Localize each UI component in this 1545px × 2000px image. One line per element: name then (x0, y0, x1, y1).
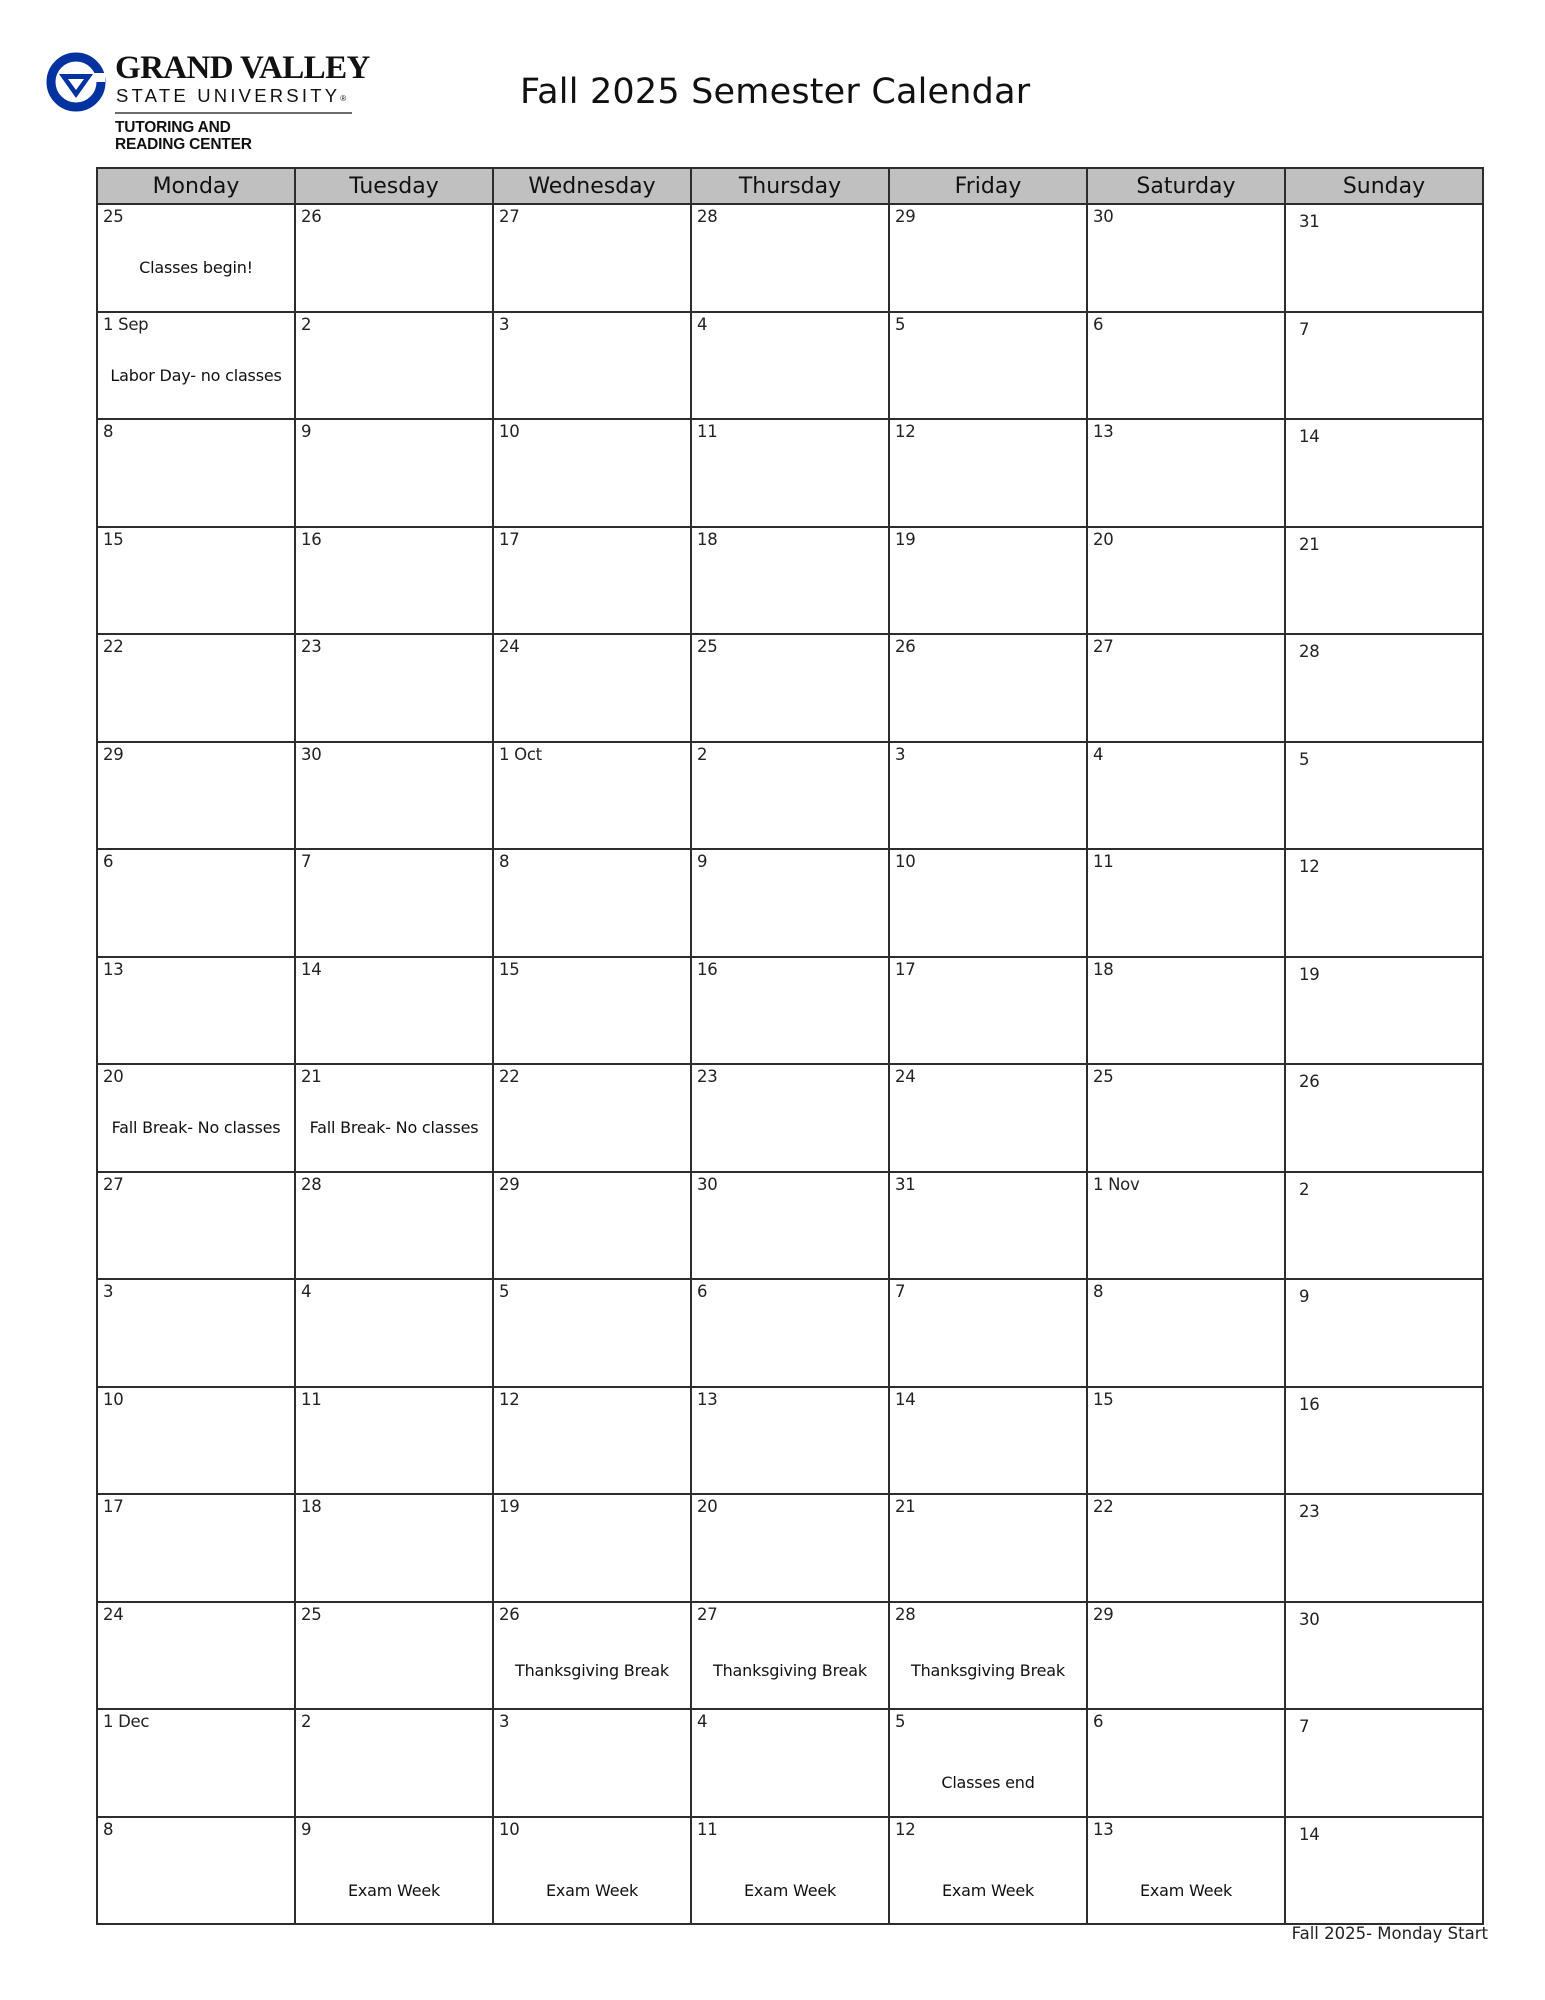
date-number: 1 Nov (1093, 1174, 1140, 1194)
date-number: 9 (1299, 1287, 1310, 1306)
date-number: 17 (895, 959, 916, 979)
event-label: Labor Day- no classes (110, 365, 282, 385)
date-number: 30 (301, 744, 322, 764)
date-number: 11 (1093, 852, 1114, 871)
date-number: 27 (697, 1604, 718, 1624)
weekday-row (97, 168, 1483, 204)
event-label: Exam Week (1139, 1880, 1233, 1900)
day-cell (493, 1602, 691, 1710)
date-number: 23 (697, 1067, 718, 1086)
date-number: 11 (697, 1819, 718, 1839)
event-label: Exam Week (545, 1880, 639, 1900)
day-cell (493, 419, 691, 527)
weekday-header-tuesday: Tuesday (295, 168, 493, 204)
day-cell (295, 1709, 493, 1817)
day-cell (691, 527, 889, 635)
week-row (97, 1172, 1483, 1280)
day-cell (493, 527, 691, 635)
day-cell (1285, 849, 1483, 957)
weekday-header-monday: Monday (97, 168, 295, 204)
date-number: 7 (1299, 1717, 1310, 1736)
date-number: 8 (1093, 1282, 1104, 1301)
day-cell (97, 1279, 295, 1387)
week-row (97, 1817, 1483, 1925)
date-number: 9 (697, 852, 708, 871)
date-number: 30 (697, 1174, 718, 1194)
date-number: 10 (895, 852, 916, 871)
date-number: 16 (697, 959, 718, 979)
event-label: Classes end (941, 1773, 1035, 1792)
day-cell (493, 1387, 691, 1495)
date-number: 30 (1299, 1609, 1320, 1629)
day-cell (295, 634, 493, 742)
date-number: 19 (499, 1497, 520, 1516)
date-number: 31 (895, 1174, 916, 1194)
week-row (97, 419, 1483, 527)
day-cell (1087, 419, 1285, 527)
date-number: 9 (301, 1819, 312, 1839)
day-cell (1285, 1494, 1483, 1602)
day-cell (889, 419, 1087, 527)
calendar-grid (96, 167, 1484, 1925)
date-number: 10 (499, 422, 520, 441)
day-cell (691, 634, 889, 742)
day-cell (97, 1817, 295, 1925)
day-cell (889, 1279, 1087, 1387)
date-number: 23 (1299, 1502, 1320, 1521)
day-cell (493, 1817, 691, 1925)
week-row (97, 1709, 1483, 1817)
date-number: 2 (301, 1712, 312, 1731)
day-cell (691, 312, 889, 420)
day-cell (1285, 1817, 1483, 1925)
date-number: 12 (1299, 857, 1320, 876)
day-cell (1285, 527, 1483, 635)
date-number: 15 (103, 529, 124, 549)
date-number: 10 (103, 1389, 124, 1409)
week-row (97, 1064, 1483, 1172)
day-cell (889, 742, 1087, 850)
date-number: 3 (895, 744, 906, 764)
day-cell (691, 1602, 889, 1710)
date-number: 6 (1093, 314, 1104, 334)
date-number: 4 (697, 314, 708, 334)
footer-note: Fall 2025- Monday Start (1291, 1924, 1488, 1943)
weekday-header-friday: Friday (889, 168, 1087, 204)
date-number: 4 (697, 1712, 708, 1731)
event-label: Exam Week (347, 1880, 441, 1900)
day-cell (97, 1709, 295, 1817)
day-cell (691, 849, 889, 957)
logo-title: GRAND VALLEY (115, 50, 370, 86)
event-label: Exam Week (941, 1880, 1035, 1900)
day-cell (97, 419, 295, 527)
day-cell (1087, 1172, 1285, 1280)
date-number: 27 (1093, 637, 1114, 656)
date-number: 1 Dec (103, 1712, 150, 1731)
week-row (97, 1279, 1483, 1387)
day-cell (691, 1709, 889, 1817)
event-label: Thanksgiving Break (713, 1660, 867, 1680)
date-number: 14 (301, 959, 322, 979)
date-number: 3 (499, 314, 510, 334)
day-cell (295, 1387, 493, 1495)
date-number: 13 (103, 959, 124, 979)
week-row (97, 312, 1483, 420)
day-cell (295, 312, 493, 420)
registered-mark: ® (340, 94, 347, 103)
date-number: 13 (1093, 422, 1114, 441)
day-cell (1285, 1279, 1483, 1387)
date-number: 7 (1299, 319, 1310, 339)
logo-dept-line-1: TUTORING AND (115, 119, 231, 136)
day-cell (1087, 1817, 1285, 1925)
day-cell (691, 1817, 889, 1925)
date-number: 29 (499, 1174, 520, 1194)
day-cell (295, 1279, 493, 1387)
date-number: 21 (301, 1067, 322, 1086)
week-row (97, 849, 1483, 957)
date-number: 4 (301, 1282, 312, 1301)
gvsu-logo (46, 50, 370, 160)
day-cell (97, 312, 295, 420)
logo-subtitle (116, 87, 346, 108)
date-number: 9 (301, 422, 312, 441)
day-cell (691, 204, 889, 312)
date-number: 12 (895, 422, 916, 441)
day-cell (97, 527, 295, 635)
week-row (97, 742, 1483, 850)
day-cell (1087, 1494, 1285, 1602)
date-number: 26 (895, 637, 916, 656)
date-number: 2 (1299, 1179, 1310, 1199)
date-number: 11 (301, 1389, 322, 1409)
date-number: 8 (103, 422, 114, 441)
day-cell (691, 1387, 889, 1495)
day-cell (889, 1817, 1087, 1925)
day-cell (691, 419, 889, 527)
week-row (97, 1494, 1483, 1602)
day-cell (1285, 312, 1483, 420)
date-number: 31 (1299, 212, 1320, 231)
day-cell (1087, 849, 1285, 957)
day-cell (691, 742, 889, 850)
weekday-header-sunday: Sunday (1285, 168, 1483, 204)
date-number: 25 (1093, 1067, 1114, 1086)
week-row (97, 634, 1483, 742)
day-cell (97, 634, 295, 742)
event-label: Classes begin! (139, 258, 253, 277)
day-cell (97, 1387, 295, 1495)
date-number: 6 (697, 1282, 708, 1301)
day-cell (493, 312, 691, 420)
date-number: 2 (697, 744, 708, 764)
date-number: 5 (1299, 749, 1310, 769)
logo-divider (115, 112, 352, 114)
day-cell (295, 204, 493, 312)
day-cell (1087, 634, 1285, 742)
date-number: 27 (499, 207, 520, 226)
day-cell (295, 527, 493, 635)
day-cell (889, 1387, 1087, 1495)
day-cell (889, 634, 1087, 742)
day-cell (493, 1494, 691, 1602)
date-number: 22 (499, 1067, 520, 1086)
weekday-header-saturday: Saturday (1087, 168, 1285, 204)
date-number: 6 (1093, 1712, 1104, 1731)
day-cell (493, 1709, 691, 1817)
date-number: 24 (103, 1604, 124, 1624)
day-cell (1285, 742, 1483, 850)
date-number: 17 (499, 529, 520, 549)
day-cell (889, 1172, 1087, 1280)
date-number: 8 (103, 1819, 114, 1839)
date-number: 26 (1299, 1072, 1320, 1091)
weekday-header-wednesday: Wednesday (493, 168, 691, 204)
day-cell (493, 204, 691, 312)
day-cell (295, 1064, 493, 1172)
date-number: 3 (499, 1712, 510, 1731)
day-cell (1285, 204, 1483, 312)
date-number: 26 (499, 1604, 520, 1624)
event-label: Exam Week (743, 1880, 837, 1900)
day-cell (1087, 312, 1285, 420)
day-cell (97, 204, 295, 312)
date-number: 5 (895, 1712, 906, 1731)
date-number: 21 (1299, 534, 1320, 554)
day-cell (493, 634, 691, 742)
date-number: 7 (895, 1282, 906, 1301)
date-number: 24 (499, 637, 520, 656)
day-cell (691, 957, 889, 1065)
week-row (97, 1602, 1483, 1710)
date-number: 19 (895, 529, 916, 549)
date-number: 26 (301, 207, 322, 226)
day-cell (97, 957, 295, 1065)
date-number: 28 (697, 207, 718, 226)
date-number: 12 (499, 1389, 520, 1409)
page-title: Fall 2025 Semester Calendar (520, 72, 1031, 112)
day-cell (889, 1494, 1087, 1602)
date-number: 20 (697, 1497, 718, 1516)
date-number: 15 (1093, 1389, 1114, 1409)
date-number: 25 (301, 1604, 322, 1624)
day-cell (1087, 1064, 1285, 1172)
date-number: 12 (895, 1819, 916, 1839)
date-number: 15 (499, 959, 520, 979)
date-number: 7 (301, 852, 312, 871)
day-cell (493, 742, 691, 850)
day-cell (1087, 957, 1285, 1065)
date-number: 20 (1093, 529, 1114, 549)
date-number: 22 (1093, 1497, 1114, 1516)
date-number: 25 (103, 207, 124, 226)
date-number: 28 (895, 1604, 916, 1624)
day-cell (1087, 1279, 1285, 1387)
date-number: 18 (1093, 959, 1114, 979)
date-number: 23 (301, 637, 322, 656)
date-number: 20 (103, 1067, 124, 1086)
day-cell (493, 1172, 691, 1280)
day-cell (889, 312, 1087, 420)
date-number: 28 (1299, 642, 1320, 661)
day-cell (295, 1494, 493, 1602)
date-number: 11 (697, 422, 718, 441)
day-cell (889, 527, 1087, 635)
event-label: Thanksgiving Break (911, 1660, 1065, 1680)
week-row (97, 1387, 1483, 1495)
day-cell (889, 849, 1087, 957)
date-number: 10 (499, 1819, 520, 1839)
date-number: 14 (895, 1389, 916, 1409)
day-cell (493, 957, 691, 1065)
date-number: 16 (301, 529, 322, 549)
day-cell (1285, 1387, 1483, 1495)
day-cell (1285, 634, 1483, 742)
day-cell (1285, 1709, 1483, 1817)
day-cell (889, 1064, 1087, 1172)
date-number: 19 (1299, 964, 1320, 984)
day-cell (889, 1602, 1087, 1710)
date-number: 14 (1299, 427, 1320, 446)
date-number: 29 (1093, 1604, 1114, 1624)
day-cell (1087, 1387, 1285, 1495)
day-cell (97, 1494, 295, 1602)
date-number: 17 (103, 1497, 124, 1516)
event-label: Fall Break- No classes (111, 1118, 281, 1137)
day-cell (1285, 957, 1483, 1065)
day-cell (97, 849, 295, 957)
date-number: 29 (103, 744, 124, 764)
week-row (97, 204, 1483, 312)
date-number: 4 (1093, 744, 1104, 764)
date-number: 6 (103, 852, 114, 871)
day-cell (1087, 1709, 1285, 1817)
logo-dept-line-2: READING CENTER (115, 136, 252, 153)
day-cell (97, 1064, 295, 1172)
day-cell (97, 742, 295, 850)
date-number: 22 (103, 637, 124, 656)
day-cell (493, 1064, 691, 1172)
day-cell (493, 849, 691, 957)
date-number: 25 (697, 637, 718, 656)
calendar-header (97, 168, 1483, 204)
day-cell (97, 1602, 295, 1710)
day-cell (1087, 742, 1285, 850)
day-cell (889, 957, 1087, 1065)
date-number: 18 (697, 529, 718, 549)
day-cell (1087, 204, 1285, 312)
day-cell (295, 1602, 493, 1710)
day-cell (295, 742, 493, 850)
week-row (97, 957, 1483, 1065)
date-number: 13 (697, 1389, 718, 1409)
day-cell (493, 1279, 691, 1387)
day-cell (691, 1172, 889, 1280)
day-cell (295, 849, 493, 957)
date-number: 24 (895, 1067, 916, 1086)
calendar-body (97, 204, 1483, 1924)
date-number: 21 (895, 1497, 916, 1516)
day-cell (1087, 1602, 1285, 1710)
day-cell (1285, 419, 1483, 527)
event-label: Thanksgiving Break (515, 1660, 669, 1680)
day-cell (1285, 1064, 1483, 1172)
week-row (97, 527, 1483, 635)
date-number: 18 (301, 1497, 322, 1516)
day-cell (295, 1172, 493, 1280)
day-cell (691, 1279, 889, 1387)
day-cell (889, 1709, 1087, 1817)
date-number: 27 (103, 1174, 124, 1194)
day-cell (295, 419, 493, 527)
date-number: 5 (895, 314, 906, 334)
gvsu-g-mark-icon (46, 52, 106, 112)
logo-subtitle-text: STATE UNIVERSITY (116, 85, 341, 106)
day-cell (97, 1172, 295, 1280)
weekday-header-thursday: Thursday (691, 168, 889, 204)
event-label: Fall Break- No classes (309, 1118, 479, 1137)
date-number: 3 (103, 1282, 114, 1301)
date-number: 2 (301, 314, 312, 334)
date-number: 13 (1093, 1819, 1114, 1839)
day-cell (889, 204, 1087, 312)
logo-department (115, 119, 252, 153)
date-number: 16 (1299, 1394, 1320, 1414)
day-cell (1087, 527, 1285, 635)
date-number: 1 Sep (103, 314, 149, 334)
day-cell (295, 1817, 493, 1925)
day-cell (1285, 1172, 1483, 1280)
date-number: 28 (301, 1174, 322, 1194)
date-number: 1 Oct (499, 744, 542, 764)
day-cell (1285, 1602, 1483, 1710)
date-number: 30 (1093, 207, 1114, 226)
day-cell (691, 1064, 889, 1172)
date-number: 5 (499, 1282, 510, 1301)
date-number: 14 (1299, 1824, 1320, 1844)
day-cell (691, 1494, 889, 1602)
date-number: 8 (499, 852, 510, 871)
date-number: 29 (895, 207, 916, 226)
day-cell (295, 957, 493, 1065)
